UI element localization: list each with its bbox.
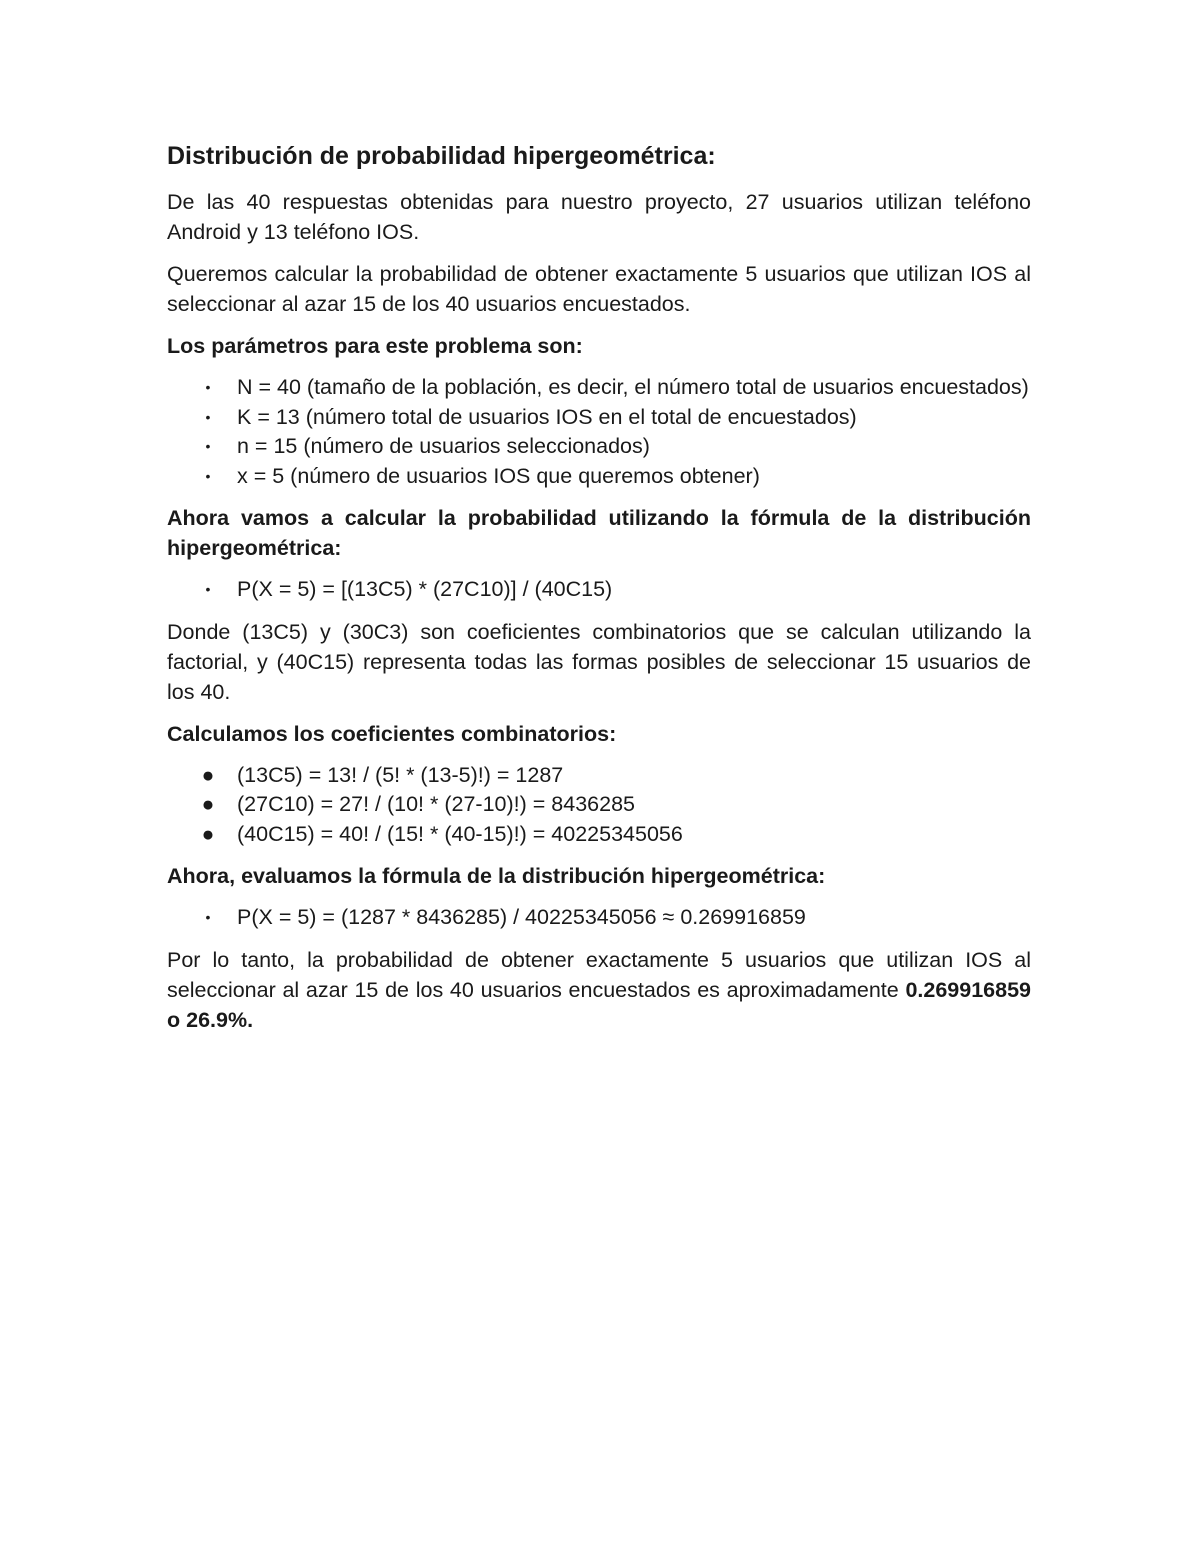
bullet-icon: • xyxy=(205,581,211,597)
parameters-heading: Los parámetros para este problema son: xyxy=(167,334,583,358)
coefficients-list xyxy=(167,761,1031,850)
bullet-icon: ● xyxy=(201,822,215,846)
list-item xyxy=(167,373,1031,403)
bullet-icon: • xyxy=(205,379,211,395)
objective-paragraph: Queremos calcular la probabilidad de obtener exactamente 5 usuarios que utilizan IOS al seleccionar al azar 15 de los 40 usuarios encuestados. xyxy=(167,262,1031,316)
parameter-text: x = 5 (número de usuarios IOS que queremos obtener) xyxy=(237,463,760,488)
evaluation-text: P(X = 5) = (1287 * 8436285) / 40225345056 ≈ 0.269916859 xyxy=(237,905,806,929)
bullet-icon: • xyxy=(205,408,211,425)
parameter-text: N = 40 (tamaño de la población, es decir, el número total de usuarios encuestados) xyxy=(237,375,1029,399)
conclusion-paragraph xyxy=(167,945,1031,1035)
coefficient-text: (13C5) = 13! / (5! * (13-5)!) = 1287 xyxy=(237,762,564,787)
bullet-icon: ● xyxy=(201,793,215,816)
coefficients-heading: Calculamos los coeficientes combinatorios: xyxy=(167,721,617,746)
formula-list xyxy=(167,575,1031,605)
conclusion-text: Por lo tanto, la probabilidad de obtener exactamente 5 usuarios que utilizan IOS al seleccionar al azar 15 de los 40 usuarios encuestados es aproximadamente xyxy=(167,947,1031,1002)
list-item xyxy=(167,820,1031,850)
list-item xyxy=(167,432,1031,462)
list-item xyxy=(167,403,1031,433)
intro-paragraph: De las 40 respuestas obtenidas para nuestro proyecto, 27 usuarios utilizan teléfono Android y 13 teléfono IOS. xyxy=(167,190,1031,244)
list-item xyxy=(167,790,1031,820)
coefficient-text: (27C10) = 27! / (10! * (27-10)!) = 8436285 xyxy=(237,792,635,816)
parameters-list xyxy=(167,373,1031,491)
list-item xyxy=(167,903,1031,933)
parameter-text: n = 15 (número de usuarios seleccionados) xyxy=(237,434,650,458)
bullet-icon: ● xyxy=(201,763,215,787)
bullet-icon: • xyxy=(205,909,211,925)
parameter-text: K = 13 (número total de usuarios IOS en el total de encuestados) xyxy=(237,404,857,429)
document-title: Distribución de probabilidad hipergeométrica: xyxy=(167,142,716,170)
list-item xyxy=(167,575,1031,605)
list-item xyxy=(167,761,1031,791)
document-page xyxy=(167,139,1031,1047)
coefficient-text: (40C15) = 40! / (15! * (40-15)!) = 40225345056 xyxy=(237,821,683,846)
list-item xyxy=(167,462,1031,492)
calculation-heading: Ahora vamos a calcular la probabilidad utilizando la fórmula de la distribución hipergeométrica: xyxy=(167,506,1031,560)
bullet-icon: • xyxy=(205,438,211,454)
evaluation-heading: Ahora, evaluamos la fórmula de la distribución hipergeométrica: xyxy=(167,864,826,888)
bullet-icon: • xyxy=(205,467,211,484)
evaluation-list xyxy=(167,903,1031,933)
explanation-paragraph: Donde (13C5) y (30C3) son coeficientes combinatorios que se calculan utilizando la factorial, y (40C15) representa todas las formas posibles de seleccionar 15 usuarios de los 40. xyxy=(167,619,1031,704)
formula-text: P(X = 5) = [(13C5) * (27C10)] / (40C15) xyxy=(237,577,613,601)
conclusion-result: 0.269916859 o 26.9%. xyxy=(167,977,1031,1032)
